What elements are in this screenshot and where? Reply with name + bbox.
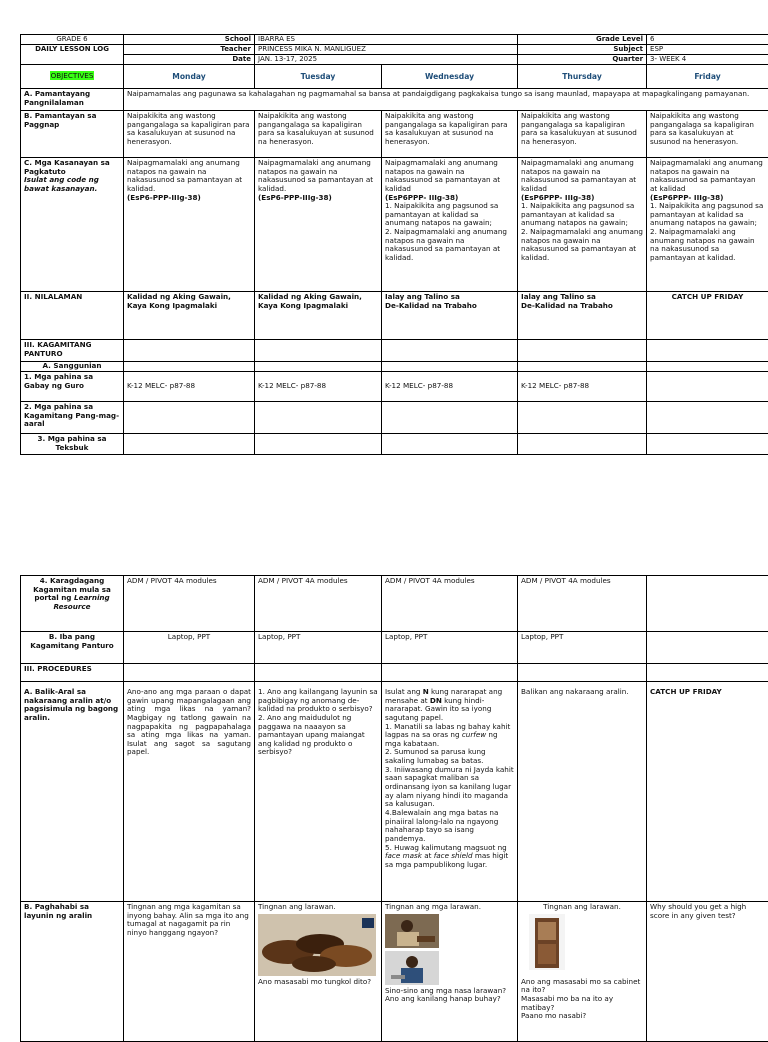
school-label: School <box>124 35 255 45</box>
ii-tuesday-line2: Kaya Kong Ipagmalaki <box>258 302 378 311</box>
c-thursday-item1: 1. Naipakikita ang pagsunod sa pamantayan at kalidad sa anumang natapos na gawain; <box>521 202 643 228</box>
ii-tuesday-line1: Kalidad ng Aking Gawain, <box>258 293 378 302</box>
subject-label: Subject <box>518 45 647 55</box>
balik-wed-intro <box>385 688 514 723</box>
row-pamantayang-pangnilalaman <box>21 89 768 111</box>
balik-tuesday: 1. Ano ang kailangang layunin sa pagbibigay ng anomang de-kalidad na produkto o serbisyo? 2. Ano ang maidudulot ng paggawa na naaayon sa pamantayan upang maiangat ang kalidad ng produkto o serbisyo? <box>255 682 382 902</box>
header-row-teacher <box>21 45 768 55</box>
lr-thursday: ADM / PIVOT 4A modules <box>518 576 647 632</box>
ii-friday: CATCH UP FRIDAY <box>647 292 768 340</box>
proc-wednesday <box>382 664 518 682</box>
lr-label-italic: Learning Resource <box>53 593 109 611</box>
paghahabi-wednesday <box>382 902 518 1042</box>
sang-friday <box>647 362 768 372</box>
lr-friday <box>647 576 768 632</box>
row-a-text: Naipamamalas ang pagunawa sa kahalagahan ng pagmamahal sa bansa at pandaigdigang pagkakaisa tungo sa isang maunlad, mapayapa at mapagkalingang pamayanan. <box>124 89 768 111</box>
teks-tuesday <box>255 434 382 455</box>
teks-wednesday <box>382 434 518 455</box>
proc-friday <box>647 664 768 682</box>
paghahabi-tue-question: Ano masasabi mo tungkol dito? <box>258 978 378 987</box>
paghahabi-friday: Why should you get a high score in any given test? <box>647 902 768 1042</box>
grade-level-value: 6 <box>647 35 768 45</box>
row-label-iba: B. Iba pang Kagamitang Panturo <box>21 632 124 664</box>
balik-wed-item5 <box>385 844 514 870</box>
worker-photo-1 <box>385 914 439 948</box>
day-monday: Monday <box>124 65 255 89</box>
balik-wed-intro-1: Isulat ang <box>385 687 423 696</box>
lr-wednesday: ADM / PIVOT 4A modules <box>382 576 518 632</box>
gabay-tuesday: K-12 MELC- p87-88 <box>255 372 382 402</box>
c-friday-item1: 1. Naipakikita ang pagsunod sa pamantayan at kalidad sa anumang natapos na gawain; <box>650 202 765 228</box>
iii-friday <box>647 340 768 362</box>
row-b-monday: Naipakikita ang wastong pangangalaga sa kapaligiran para sa kasalukuyan at susunod na henerasyon. <box>124 111 255 158</box>
sang-tuesday <box>255 362 382 372</box>
lr-label-text: 4. Karagdagang Kagamitan mula sa portal ng <box>33 576 111 602</box>
balik-wed-item2: 2. Sumunod sa parusa kung sakaling lumabag sa batas. <box>385 748 514 765</box>
row-b-thursday: Naipakikita ang wastong pangangalaga sa kapaligiran para sa kasalukuyan at susunod na henerasyon. <box>518 111 647 158</box>
c-monday-code: (EsP6-PPP-IIIg-38) <box>127 194 251 203</box>
row-b-friday: Naipakikita ang wastong pangangalaga sa kapaligiran para sa kasalukuyan at susunod na henerasyon. <box>647 111 768 158</box>
header-row-date <box>21 55 768 65</box>
row-label-ii: II. NILALAMAN <box>21 292 124 340</box>
kag-tuesday <box>255 402 382 434</box>
row-label-c-note: Isulat ang code ng bawat kasanayan. <box>24 176 120 193</box>
c-tuesday-code: (EsP6-PPP-IIIg-38) <box>258 194 378 203</box>
row-label-lr <box>21 576 124 632</box>
day-thursday: Thursday <box>518 65 647 89</box>
row-karagdagang-kagamitan <box>21 576 768 632</box>
iba-thursday: Laptop, PPT <box>518 632 647 664</box>
row-label-b: B. Pamantayan sa Paggnap <box>21 111 124 158</box>
day-tuesday: Tuesday <box>255 65 382 89</box>
paghahabi-wed-question: Sino-sino ang mga nasa larawan? Ano ang kanilang hanap buhay? <box>385 987 514 1004</box>
row-label-gabay: 1. Mga pahina sa Gabay ng Guro <box>21 372 124 402</box>
row-label-kagamitan: 2. Mga pahina sa Kagamitang Pang-mag-aaral <box>21 402 124 434</box>
iba-tuesday: Laptop, PPT <box>255 632 382 664</box>
ii-wednesday-line1: Ialay ang Talino sa <box>385 293 514 302</box>
balik-wed-item3: 3. Iniiwasang dumura ni Jayda kahit saan sapagkat maliban sa ordinansang iyon sa kanilang lugar ay alam niyang hindi ito maganda sa kalusugan. <box>385 766 514 809</box>
balik-wed-n: N <box>423 687 429 696</box>
lesson-log-table-page2 <box>20 575 768 1042</box>
row-c-thursday <box>518 158 647 292</box>
paghahabi-monday: Tingnan ang mga kagamitan sa inyong bahay. Alin sa mga ito ang tumagal at nagagamit pa rin ninyo hanggang ngayon? <box>124 902 255 1042</box>
row-label-c-title: C. Mga Kasanayan sa Pagkatuto <box>24 159 120 176</box>
proc-tuesday <box>255 664 382 682</box>
row-pamantayan-sa-pagganap <box>21 111 768 158</box>
balik-wed-item1 <box>385 723 514 749</box>
ii-thursday-line2: De-Kalidad na Trabaho <box>521 302 643 311</box>
c-tuesday-text: Naipagmamalaki ang anumang natapos na gawain na nakasusunod sa pamantayan at kalidad. <box>258 159 378 194</box>
balik-wed-intro-3: kung hindi-nararapat. Gawin ito sa iyong sagutang papel. <box>385 696 491 722</box>
iba-monday: Laptop, PPT <box>124 632 255 664</box>
balik-wed-5a: 5. Huwag kalimutang magsuot ng <box>385 843 507 852</box>
iii-monday <box>124 340 255 362</box>
row-nilalaman <box>21 292 768 340</box>
row-label-sanggunian: A. Sanggunian <box>21 362 124 372</box>
paghahabi-thu-question: Ano ang masasabi mo sa cabinet na ito? Masasabi mo ba na ito ay matibay? Paano mo nasabi? <box>521 978 643 1021</box>
iii-wednesday <box>382 340 518 362</box>
teacher-label: Teacher <box>124 45 255 55</box>
row-procedures <box>21 664 768 682</box>
row-c-tuesday <box>255 158 382 292</box>
grade-cell <box>21 35 124 45</box>
shoes-photo <box>258 914 376 976</box>
paghahabi-thursday <box>518 902 647 1042</box>
c-wednesday-item1: 1. Naipakikita ang pagsunod sa pamantayan at kalidad sa anumang natapos na gawain; <box>385 202 514 228</box>
kag-monday <box>124 402 255 434</box>
worker-photo-2 <box>385 951 439 985</box>
sang-wednesday <box>382 362 518 372</box>
gabay-monday: K-12 MELC- p87-88 <box>124 372 255 402</box>
grade-text: GRADE 6 <box>56 35 87 43</box>
teacher-value: PRINCESS MIKA N. MANLIGUEZ <box>255 45 518 55</box>
ii-thursday-line1: Ialay ang Talino sa <box>521 293 643 302</box>
date-value: JAN. 13-17, 2025 <box>255 55 518 65</box>
kag-thursday <box>518 402 647 434</box>
balik-friday: CATCH UP FRIDAY <box>647 682 768 902</box>
row-label-procedures: III. PROCEDURES <box>21 664 124 682</box>
c-wednesday-code: (EsP6PPP- IIIg-38) <box>385 194 514 203</box>
balik-wed-5c: mas higit sa mga pampublikong lugar. <box>385 851 508 869</box>
lr-tuesday: ADM / PIVOT 4A modules <box>255 576 382 632</box>
balik-wed-mask: face mask <box>385 851 422 860</box>
c-wednesday-text: Naipagmamalaki ang anumang natapos na gawain na nakasusunod sa pamantayan at kalidad <box>385 159 514 194</box>
row-sanggunian <box>21 362 768 372</box>
lesson-log-table-page1 <box>20 34 768 455</box>
grade-level-label: Grade Level <box>518 35 647 45</box>
c-friday-code: (EsP6PPP- IIIg-38) <box>650 194 765 203</box>
kag-friday <box>647 402 768 434</box>
row-label-a: A. Pamantayang Pangnilalaman <box>21 89 124 111</box>
quarter-label: Quarter <box>518 55 647 65</box>
paghahabi-tue-text: Tingnan ang larawan. <box>258 903 378 912</box>
row-mga-kasanayan <box>21 158 768 292</box>
balik-wed-1: 1. Manatili sa labas ng bahay kahit lagpas na sa oras ng <box>385 722 510 740</box>
c-thursday-item2: 2. Naipagmamalaki ang anumang natapos na gawain na nakasusunod sa pamantayan at kalidad. <box>521 228 643 263</box>
row-label-teksbuk: 3. Mga pahina sa Teksbuk <box>21 434 124 455</box>
gabay-friday <box>647 372 768 402</box>
row-kagamitang-pang-mag-aaral <box>21 402 768 434</box>
sang-monday <box>124 362 255 372</box>
quarter-value: 3- WEEK 4 <box>647 55 768 65</box>
c-monday-text: Naipagmamalaki ang anumang natapos na gawain na nakasusunod sa pamantayan at kalidad. <box>127 159 251 194</box>
balik-wed-item4: 4.Balewalain ang mga batas na pinaiiral lalong-lalo na ngayong nahaharap tayo sa isang pandemya. <box>385 809 514 844</box>
row-c-friday <box>647 158 768 292</box>
row-teksbuk <box>21 434 768 455</box>
log-title: DAILY LESSON LOG <box>21 45 124 65</box>
objectives-label: OBJECTIVES <box>50 71 95 80</box>
balik-thursday: Balikan ang nakaraang aralin. <box>518 682 647 902</box>
ii-thursday <box>518 292 647 340</box>
c-thursday-code: (EsP6PPP- IIIg-38) <box>521 194 643 203</box>
row-c-wednesday <box>382 158 518 292</box>
iii-tuesday <box>255 340 382 362</box>
row-label-c <box>21 158 124 292</box>
balik-wed-intro-2: kung nararapat ang mensahe at <box>385 687 502 705</box>
teks-thursday <box>518 434 647 455</box>
date-label: Date <box>124 55 255 65</box>
teks-friday <box>647 434 768 455</box>
proc-thursday <box>518 664 647 682</box>
row-gabay-ng-guro <box>21 372 768 402</box>
row-iba-pang-kagamitan <box>21 632 768 664</box>
paghahabi-tuesday <box>255 902 382 1042</box>
ii-monday: Kalidad ng Aking Gawain, Kaya Kong Ipagmalaki <box>124 292 255 340</box>
cabinet-photo <box>529 914 565 970</box>
row-b-tuesday: Naipakikita ang wastong pangangalaga sa kapaligiran para sa kasalukuyan at susunod na henerasyon. <box>255 111 382 158</box>
gabay-thursday: K-12 MELC- p87-88 <box>518 372 647 402</box>
day-header-row <box>21 65 768 89</box>
paghahabi-wed-text: Tingnan ang mga larawan. <box>385 903 514 912</box>
kag-wednesday <box>382 402 518 434</box>
balik-wed-5b: at <box>422 851 434 860</box>
sang-thursday <box>518 362 647 372</box>
day-friday: Friday <box>647 65 768 89</box>
c-wednesday-item2: 2. Naipagmamalaki ang anumang natapos na gawain na nakasusunod sa pamantayan at kalidad. <box>385 228 514 263</box>
proc-monday <box>124 664 255 682</box>
balik-wed-curfew: curfew <box>462 730 486 739</box>
balik-wednesday <box>382 682 518 902</box>
row-paghahabi <box>21 902 768 1042</box>
row-kagamitang-panturo <box>21 340 768 362</box>
gabay-wednesday: K-12 MELC- p87-88 <box>382 372 518 402</box>
c-friday-item2: 2. Naipagmamalaki ang anumang natapos na gawain na nakasusunod sa pamantayan at kalidad. <box>650 228 765 263</box>
teks-monday <box>124 434 255 455</box>
ii-wednesday-line2: De-Kalidad na Trabaho <box>385 302 514 311</box>
balik-monday: Ano-ano ang mga paraan o dapat gawin upang mapangalagaan ang ating mga likas na yaman? Magbigay ng tatlong gawain na nagpapakita ng pagpapahalaga sa ating mga likas na yaman. Isulat ang sagot sa sagutang papel. <box>124 682 255 902</box>
ii-wednesday <box>382 292 518 340</box>
c-friday-text: Naipagmamalaki ang anumang natapos na gawain na nakasusunod sa pamantayan at kalidad <box>650 159 765 194</box>
balik-wed-dn: DN <box>430 696 442 705</box>
ii-tuesday <box>255 292 382 340</box>
school-value: IBARRA ES <box>255 35 518 45</box>
row-label-paghahabi: B. Paghahabi sa layunin ng aralin <box>21 902 124 1042</box>
paghahabi-thu-text: Tingnan ang larawan. <box>521 903 643 912</box>
lr-monday: ADM / PIVOT 4A modules <box>124 576 255 632</box>
subject-value: ESP <box>647 45 768 55</box>
row-label-iii: III. KAGAMITANG PANTURO <box>21 340 124 362</box>
iii-thursday <box>518 340 647 362</box>
row-label-balik: A. Balik-Aral sa nakaraang aralin at/o pagsisimula ng bagong aralin. <box>21 682 124 902</box>
c-thursday-text: Naipagmamalaki ang anumang natapos na gawain na nakasusunod sa pamantayan at kalidad <box>521 159 643 194</box>
balik-wed-shield: face shield <box>434 851 473 860</box>
day-wednesday: Wednesday <box>382 65 518 89</box>
objectives-cell <box>21 65 124 89</box>
balik-wed-1b: ng mga kabataan. <box>385 730 498 748</box>
row-c-monday <box>124 158 255 292</box>
iba-friday <box>647 632 768 664</box>
iba-wednesday: Laptop, PPT <box>382 632 518 664</box>
header-row-school <box>21 35 768 45</box>
row-b-wednesday: Naipakikita ang wastong pangangalaga sa kapaligiran para sa kasalukuyan at susunod na henerasyon. <box>382 111 518 158</box>
row-balik-aral <box>21 682 768 902</box>
